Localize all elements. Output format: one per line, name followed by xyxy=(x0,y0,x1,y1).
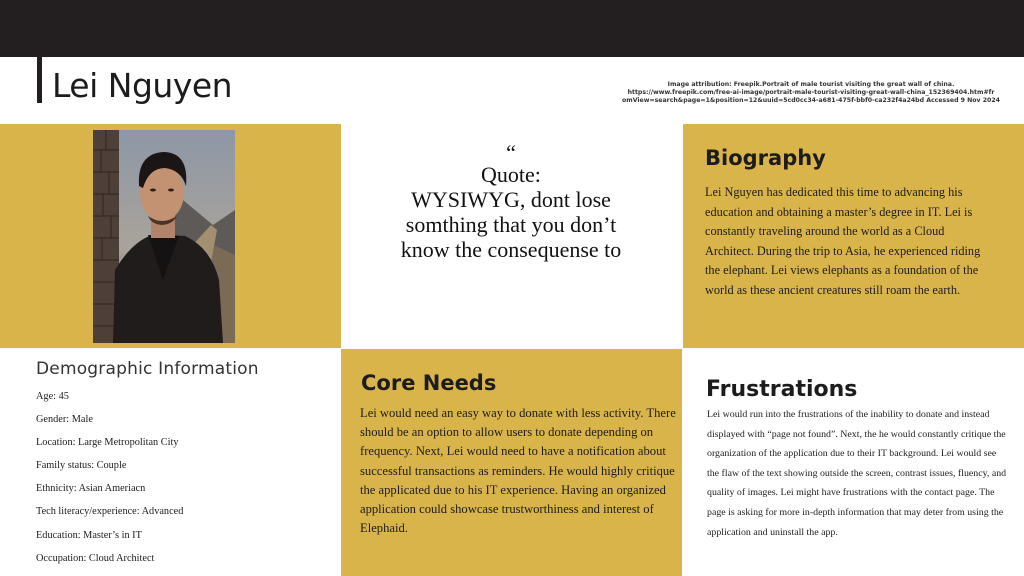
demographic-gender: Gender: Male xyxy=(36,414,93,426)
frustrations-panel xyxy=(683,349,1024,576)
attribution-line-1: Image attribution: Freepik.Portrait of male tourist visiting the great wall of china. xyxy=(667,81,955,88)
attribution-line-3: omView=search&page=1&position=12&uuid=5cd0cc34-a681-475f-bbf0-ca232f4a24bd Accessed 9 Nov 2024 xyxy=(622,97,1000,104)
demographic-family-status: Family status: Couple xyxy=(36,460,127,472)
persona-photo xyxy=(93,130,235,343)
attribution-line-2: https://www.freepik.com/free-ai-image/portrait-male-tourist-visiting-great-wall-china_152369404.htm#fr xyxy=(627,89,995,96)
demographic-age: Age: 45 xyxy=(36,391,69,402)
quote-label: Quote: xyxy=(481,162,541,187)
biography-text: Lei Nguyen has dedicated this time to advancing his education and obtaining a master’s degree in IT. Lei is constantly traveling around the world as a Cloud Architect. During the trip to Asia, he experienced riding the elephant. Lei views elephants as a foundation of the world as these ancient creatures still roam the earth. xyxy=(705,185,981,297)
demographics-title: Demographic Information xyxy=(36,359,259,379)
quote-panel xyxy=(341,124,682,348)
quote-text: WYSIWYG, dont lose somthing that you don’t know the consequense to xyxy=(400,187,622,262)
biography-panel xyxy=(683,124,1024,348)
frustrations-title: Frustrations xyxy=(706,377,858,402)
frustrations-text: Lei would run into the frustrations of the inability to donate and instead displayed with “page not found”. Next, the he would constantly critique the organization of the application due to their IT background. Lei would see the flaw of the text showing outside the screen, contrast issues, fluency, and quality of images. Lei might have frustrations with the contact page. The page is asking for more in-depth information that may deter from using the application and uninstall the app. xyxy=(707,409,1007,538)
demographic-occupation: Occupation: Cloud Architect xyxy=(36,552,155,564)
core-needs-panel xyxy=(341,349,682,576)
demographic-education: Education: Master’s in IT xyxy=(36,529,142,541)
demographic-location: Location: Large Metropolitan City xyxy=(36,437,179,449)
demographic-tech-literacy: Tech literacy/experience: Advanced xyxy=(36,506,184,518)
persona-name: Lei Nguyen xyxy=(52,66,233,105)
photo-panel xyxy=(0,124,341,348)
quote-mark-icon: “ xyxy=(506,140,516,165)
title-accent-bar xyxy=(37,56,42,103)
persona-quote xyxy=(381,142,641,262)
demographics-panel xyxy=(0,349,341,576)
image-attribution xyxy=(600,81,1022,105)
core-needs-text: Lei would need an easy way to donate with less activity. There should be an option to allow users to donate depending on frequency. Next, Lei would need to have a notification about successful transactions as reminders. He would highly critique the applicated due to his IT experience. Having an organized application could showcase trustworthiness and interest of Elephaid. xyxy=(360,406,676,536)
core-needs-title: Core Needs xyxy=(361,371,497,395)
demographics-list xyxy=(36,385,183,570)
portrait-image xyxy=(93,130,235,343)
demographic-ethnicity: Ethnicity: Asian Ameriacn xyxy=(36,483,146,495)
top-banner xyxy=(0,0,1024,57)
biography-title: Biography xyxy=(705,146,826,170)
